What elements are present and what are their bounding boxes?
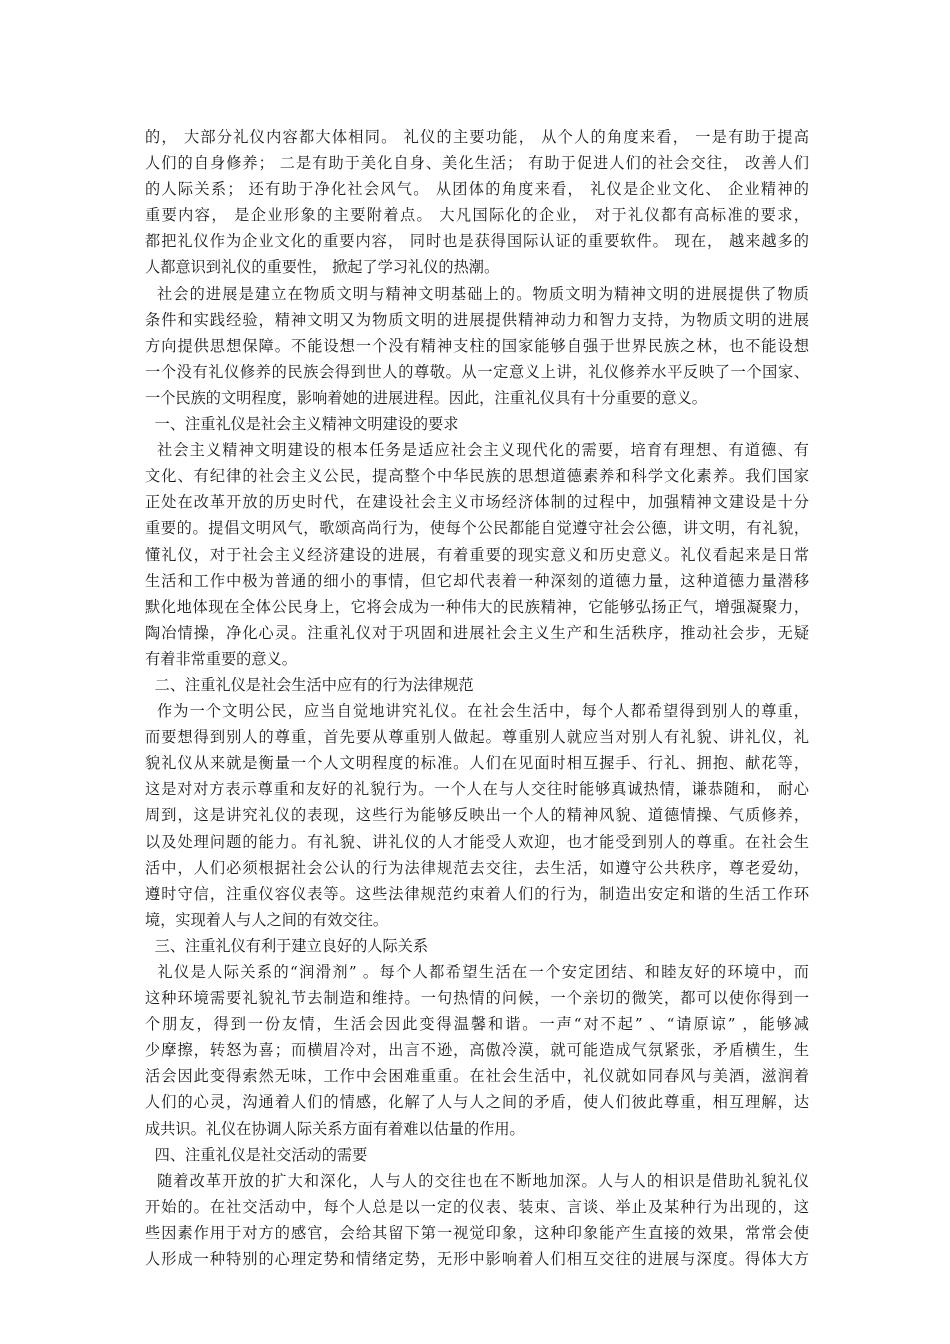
paragraph-line: 人们的心灵，沟通着人们的情感，化解了人与人之间的矛盾，使人们彼此尊重，相互理解，达 [145,1093,809,1112]
section-heading [145,933,809,959]
paragraph-line: 的人际关系； 还有助于净化社会风气。 从团体的角度来看， 礼仪是企业文化、 企业精神的 [145,180,809,199]
paragraph-line: 些因素作用于对方的感官，会给其留下第一视觉印象，这种印象能产生直接的效果，常常会使 [145,1223,809,1242]
paragraph-line: 开始的。在社交活动中，每个人总是以一定的仪表、装束、言谈、举止及某种行为出现的，这 [145,1197,809,1216]
paragraph-line: 一个民族的文明程度，影响着她的进展进程。因此，注重礼仪具有十分重要的意义。 [145,388,707,407]
paragraph-line: 默化地体现在全体公民身上，它将会成为一种伟大的民族精神，它能够弘扬正气，增强凝聚力， [145,597,809,616]
paragraph-line: 貌礼仪从来就是衡量一个人文明程度的标准。人们在见面时相互握手、行礼、拥抱、献花等， [145,754,809,773]
paragraph-line: 正处在改革开放的历史时代，在建设社会主义市场经济体制的过程中，加强精神文建设是十分 [145,493,809,512]
paragraph-line: 重要的。提倡文明风气，歌颂高尚行为，使每个公民都能自觉遵守社会公德，讲文明，有礼貌， [145,519,809,538]
paragraph-line: 懂礼仪，对于社会主义经济建设的进展，有着重要的现实意义和历史意义。礼仪看起来是日常 [145,545,809,564]
paragraph-line: 境，实现着人与人之间的有效交往。 [145,910,388,929]
heading-text: 三、注重礼仪有利于建立良好的人际关系 [145,936,429,955]
paragraph-line: 礼仪是人际关系的“润滑剂” 。每个人都希望生活在一个安定团结、和睦友好的环境中，而 [145,963,809,981]
paragraph-line: 人都意识到礼仪的重要性， 掀起了学习礼仪的热潮。 [145,258,500,277]
paragraph-line: 人们的自身修养； 二是有助于美化自身、美化生活； 有助于促进人们的社会交往， 改善人们 [145,154,809,173]
paragraph-line: 活中，人们必须根据社会公认的行为法律规范去交往，去生活，如遵守公共秩序，尊老爱幼， [145,858,809,877]
paragraph-line: 方向提供思想保障。不能设想一个没有精神支柱的国家能够自强于世界民族之林，也不能设想 [145,336,809,355]
paragraph-line: 都把礼仪作为企业文化的重要内容， 同时也是获得国际认证的重要软件。 现在， 越来越多的 [145,232,809,251]
paragraph-line: 随着改革开放的扩大和深化，人与人的交往也在不断地加深。人与人的相识是借助礼貌礼仪 [145,1171,809,1190]
paragraph-line: 而要想得到别人的尊重，首先要从尊重别人做起。尊重别人就应当对别人有礼貌、讲礼仪，礼 [145,728,809,747]
paragraph-line: 生活和工作中极为普通的细小的事情，但它却代表着一种深刻的道德力量，这种道德力量潜移 [145,571,809,590]
paragraph-line: 社会的进展是建立在物质文明与精神文明基础上的。物质文明为精神文明的进展提供了物质 [145,284,809,303]
heading-text: 四、注重礼仪是社交活动的需要 [145,1145,368,1164]
paragraph [145,1168,809,1272]
paragraph-line: 一个没有礼仪修养的民族会得到世人的尊敬。从一定意义上讲，礼仪修养水平反映了一个国家、 [145,362,809,381]
document-body [145,124,809,1272]
paragraph-line: 少摩擦，转怒为喜；而横眉冷对，出言不逊，高傲冷漠，就可能造成气氛紧张，矛盾横生，生 [145,1041,809,1060]
paragraph [145,959,809,1142]
paragraph-line: 重要内容， 是企业形象的主要附着点。 大凡国际化的企业， 对于礼仪都有高标准的要求， [145,206,809,225]
paragraph [145,281,809,411]
paragraph-line: 的， 大部分礼仪内容都大体相同。 礼仪的主要功能， 从个人的角度来看， 一是有助于提高 [145,128,809,146]
paragraph-line: 以及处理问题的能力。有礼貌、讲礼仪的人才能受人欢迎，也才能受到别人的尊重。在社会生 [145,832,809,851]
paragraph-line: 这是对对方表示尊重和友好的礼貌行为。一个人在与人交往时能够真诚热情，谦恭随和， 耐心 [145,780,809,799]
paragraph-line: 这种环境需要礼貌礼节去制造和维持。一句热情的问候，一个亲切的微笑，都可以使你得到一 [145,989,809,1008]
paragraph-line: 个朋友，得到一份友情，生活会因此变得温馨和谐。一声“对不起” 、“请原谅” ，能够减 [145,1015,809,1034]
paragraph-line: 活会因此变得索然无味，工作中会困难重重。在社会生活中，礼仪就如同春风与美酒，滋润着 [145,1067,809,1086]
paragraph-line: 周到，这是讲究礼仪的表现，这些行为能够反映出一个人的精神风貌、道德情操、气质修养， [145,806,809,825]
section-heading [145,411,809,437]
paragraph [145,124,809,281]
paragraph-line: 陶冶情操，净化心灵。注重礼仪对于巩固和进展社会主义生产和生活秩序，推动社会步，无疑 [145,623,809,642]
paragraph-line: 文化、有纪律的社会主义公民，提高整个中华民族的思想道德素养和科学文化素养。我们国家 [145,467,809,486]
heading-text: 二、注重礼仪是社会生活中应有的行为法律规范 [145,675,474,694]
section-heading [145,1142,809,1168]
paragraph-line: 有着非常重要的意义。 [145,649,297,668]
paragraph-line: 社会主义精神文明建设的根本任务是适应社会主义现代化的需要，培育有理想、有道德、有 [145,441,809,460]
paragraph [145,698,809,933]
paragraph-line: 遵时守信，注重仪容仪表等。这些法律规范约束着人们的行为，制造出安定和谐的生活工作环 [145,884,809,903]
paragraph-line: 人形成一种特别的心理定势和情绪定势，无形中影响着人们相互交往的进展与深度。得体大方 [145,1250,809,1269]
paragraph-line: 作为一个文明公民，应当自觉地讲究礼仪。在社会生活中，每个人都希望得到别人的尊重， [145,702,809,721]
paragraph [145,437,809,672]
heading-text: 一、注重礼仪是社会主义精神文明建设的要求 [145,415,459,434]
paragraph-line: 条件和实践经验，精神文明又为物质文明的进展提供精神动力和智力支持，为物质文明的进展 [145,310,809,329]
paragraph-line: 成共识。礼仪在协调人际关系方面有着难以估量的作用。 [145,1119,525,1138]
section-heading [145,672,809,698]
